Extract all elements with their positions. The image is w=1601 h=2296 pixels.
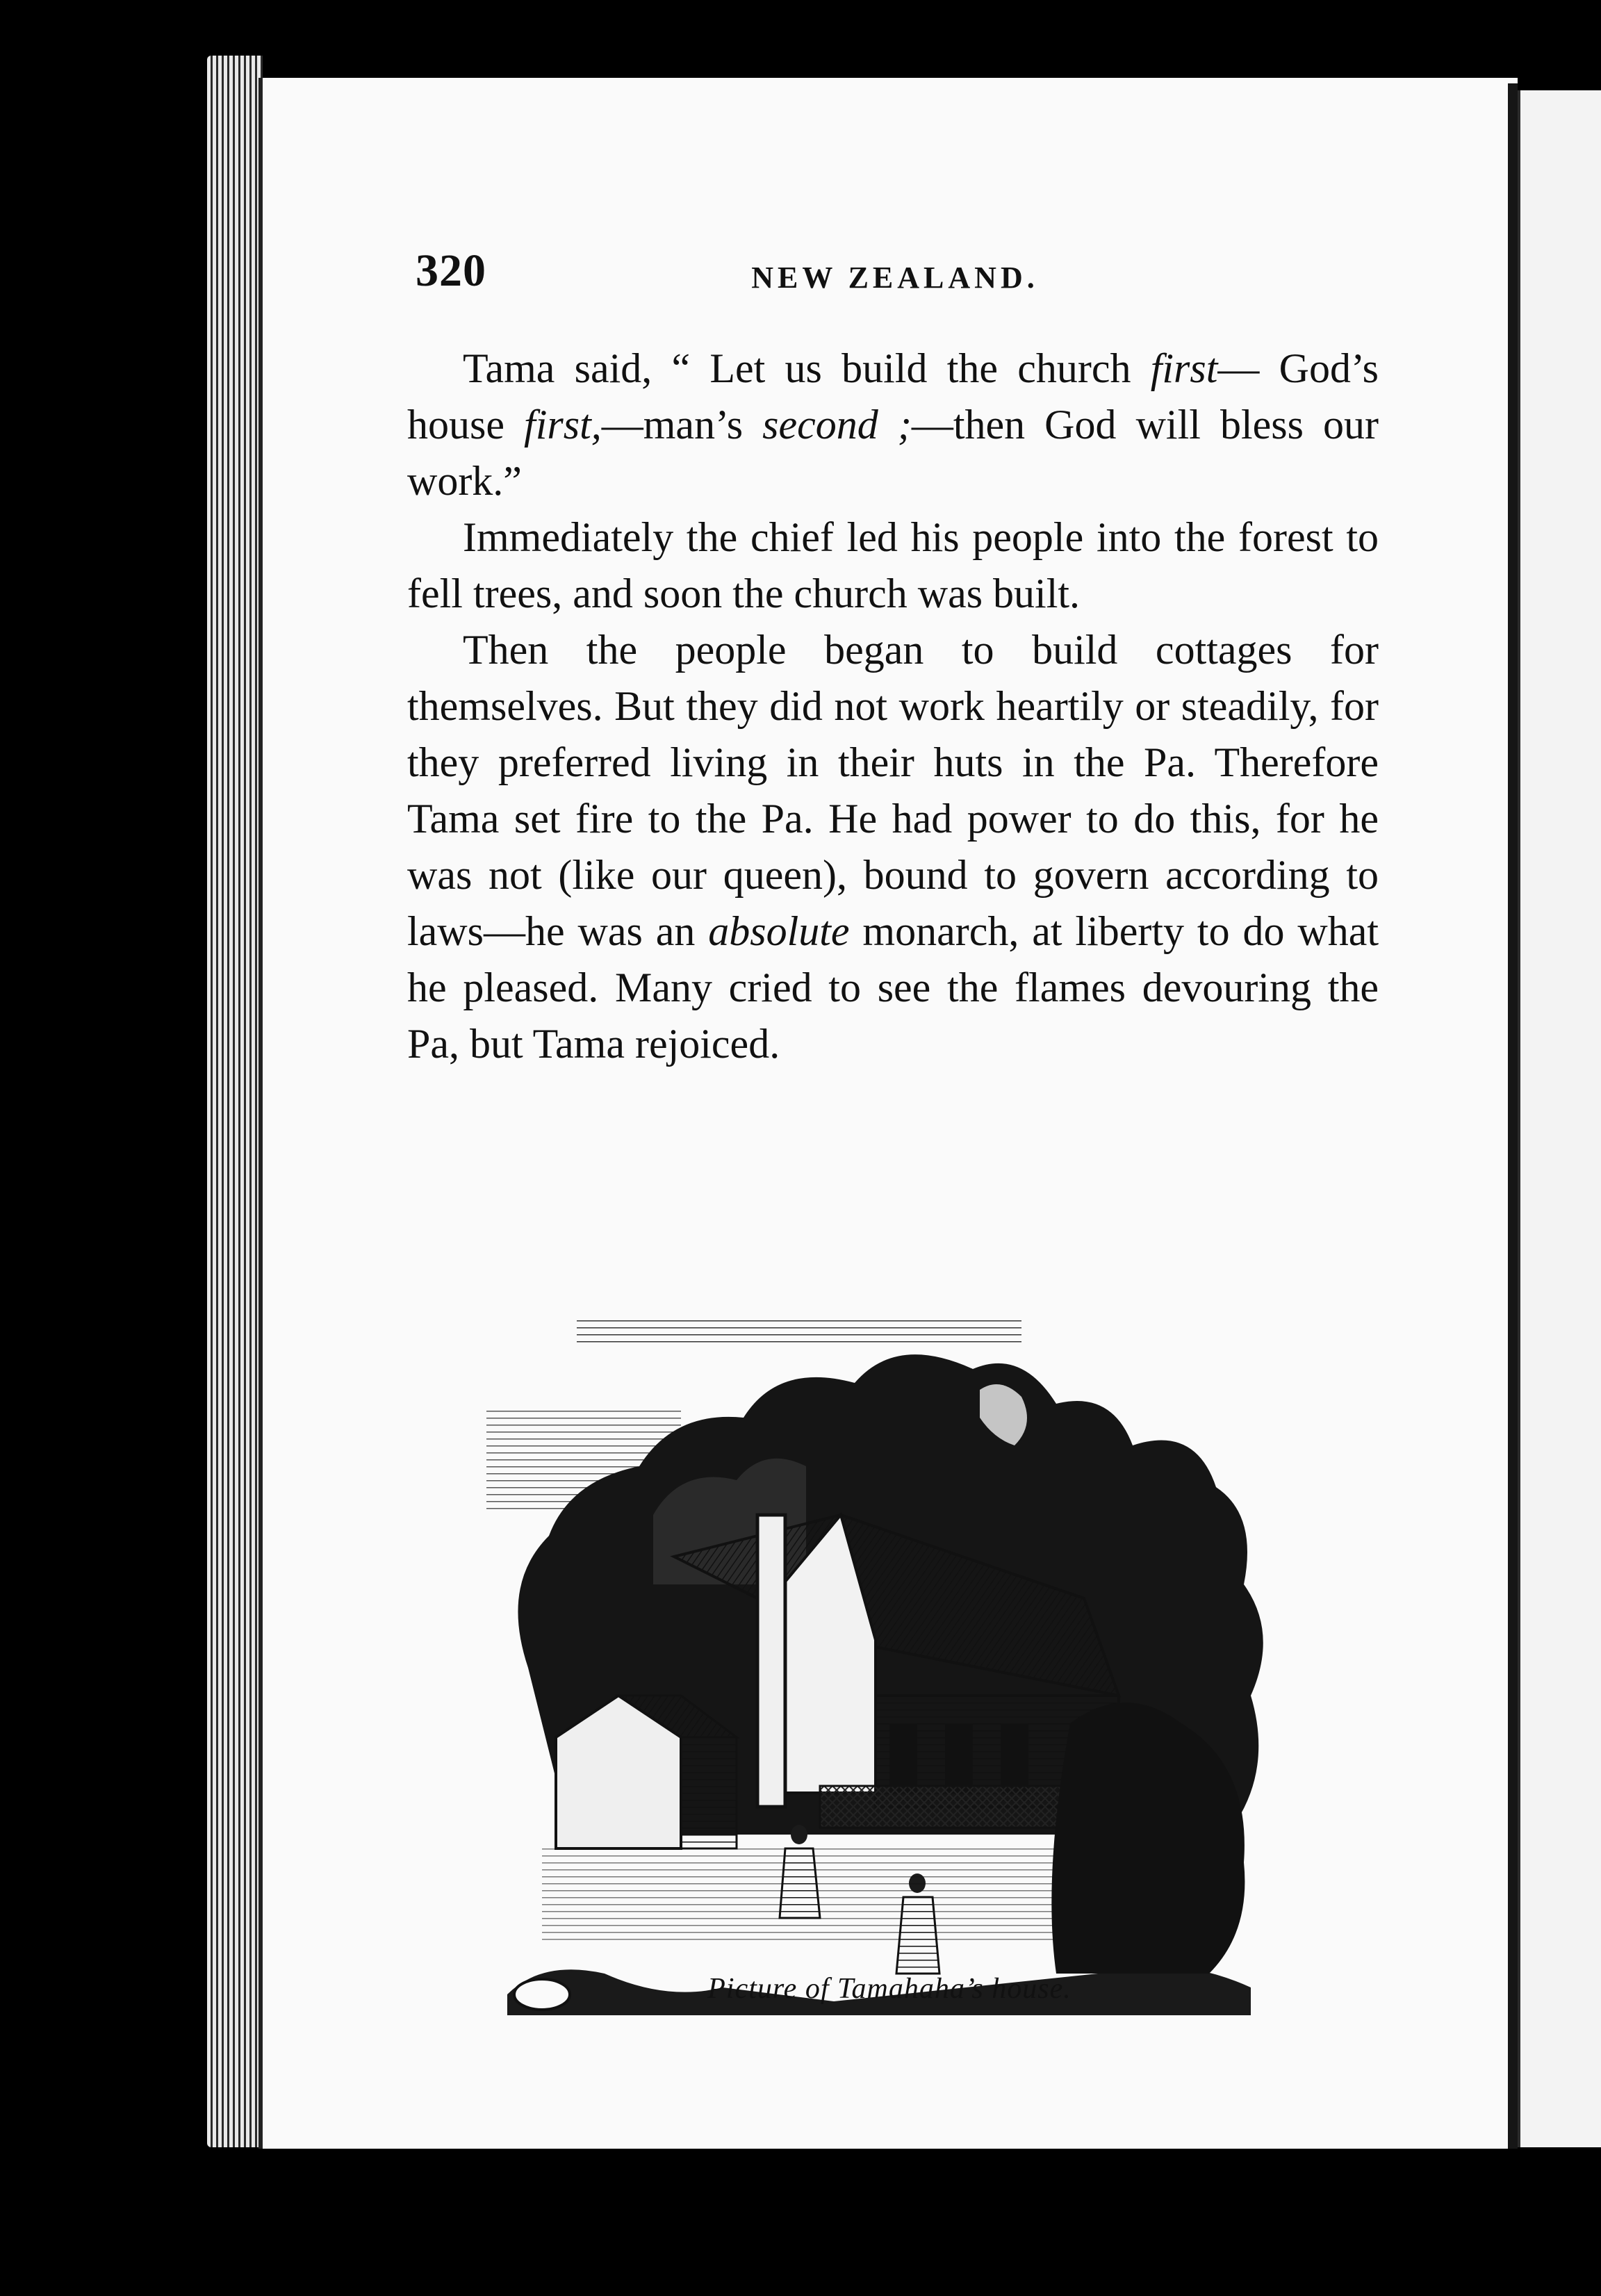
page-header xyxy=(416,245,1374,307)
page-edges xyxy=(207,56,263,2147)
emphasis-text: first xyxy=(1150,345,1218,391)
text-run: —man’s xyxy=(601,402,763,448)
paragraph-2: Immediately the chief led his people into the forest to fell trees, and soon the church was built. xyxy=(407,514,1379,616)
running-head: NEW ZEALAND. xyxy=(751,261,1039,295)
paragraph-1 xyxy=(407,341,1379,509)
text-run: Tama said, “ Let us build the church xyxy=(463,345,1151,391)
gutter-shadow xyxy=(1508,83,1518,2154)
text-run: —then God will bless our work.” xyxy=(407,402,1379,504)
text-run: — God’s house xyxy=(407,345,1379,448)
page-number: 320 xyxy=(416,245,486,296)
paragraph-3 xyxy=(407,622,1379,1072)
emphasis-text: first, xyxy=(524,402,602,448)
emphasis-text: absolute xyxy=(708,908,850,954)
illustration-caption: Picture of Tamahaha’s house. xyxy=(707,1973,1072,2005)
text-run: monarch, at liberty to do what he pleased. Many cried to see the flames devouring the Pa, but Tama rejoiced. xyxy=(407,908,1379,1067)
scan-background xyxy=(229,2149,1601,2296)
text-run: Then the people began to build cottages for themselves. But they did not work heartily or steadily, for they preferred living in their huts in the Pa. Therefore Tama set fire to the Pa. He had power to do this, for he was not (like our queen), bound to govern according to laws—he was an xyxy=(407,627,1379,954)
body-text xyxy=(407,341,1379,1072)
emphasis-text: second ; xyxy=(762,402,912,448)
next-page-edge xyxy=(1518,90,1601,2147)
